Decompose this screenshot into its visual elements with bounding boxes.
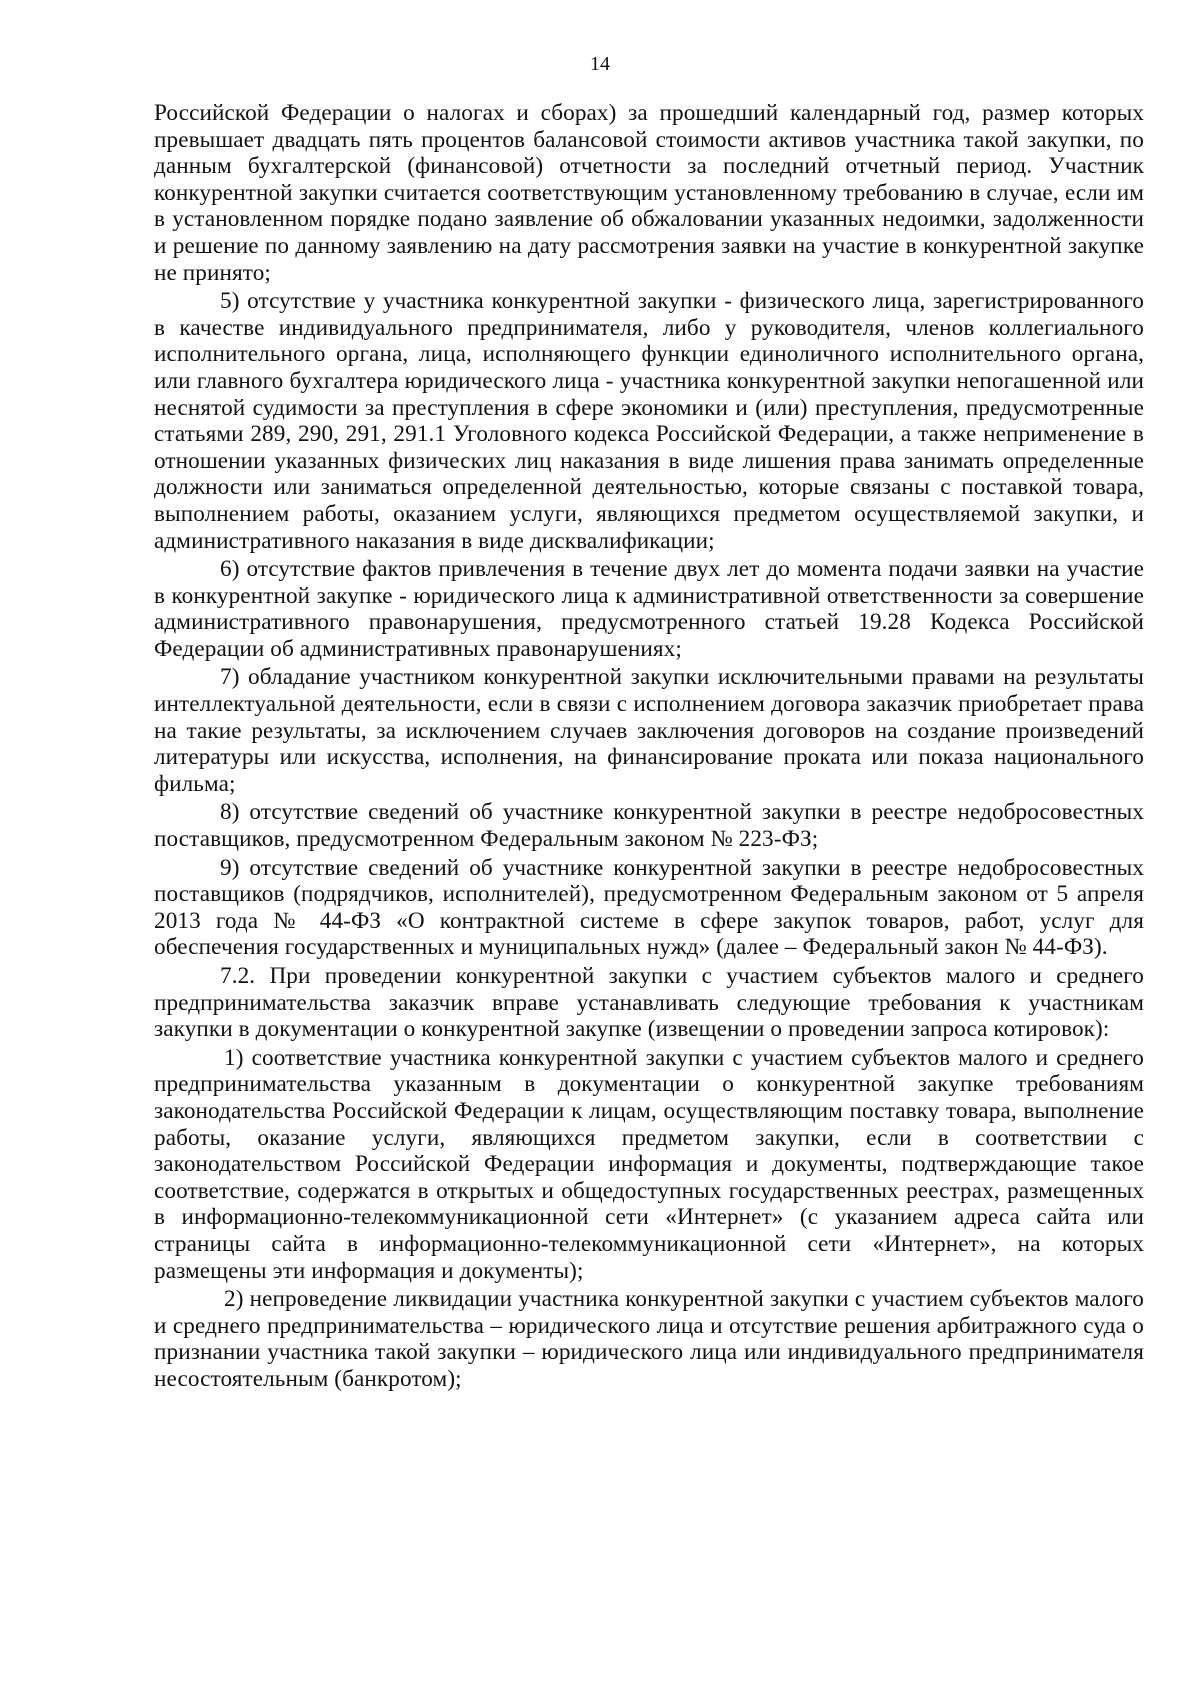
list-item-5: 5) отсутствие у участника конкурентной закупки - физического лица, зарегистрированного в качестве индивидуального предпринимателя, либо у руководителя, членов коллегиального исполнительного органа, лица, исполняющего функции единоличного исполнительного органа, или главного бухгалтера юридического лица - участника конкурентной закупки непогашенной или неснятой судимости за преступления в сфере экономики и (или) преступления, предусмотренные статьями 289, 290, 291, 291.1 Уголовного кодекса Российской Федерации, а также неприменение в отношении указанных физических лиц наказания в виде лишения права занимать определенные должности или заниматься определенной деятельностью, которые связаны с поставкой товара, выполнением работы, оказанием услуги, являющихся предметом осуществляемой закупки, и административного наказания в виде дисквалификации; bbox=[154, 288, 1144, 554]
list-item-6: 6) отсутствие фактов привлечения в течение двух лет до момента подачи заявки на участие в конкурентной закупке - юридического лица к административной ответственности за совершение административного правонарушения, предусмотренного статьей 19.28 Кодекса Российской Федерации об административных правонарушениях; bbox=[154, 556, 1144, 662]
list-item-8: 8) отсутствие сведений об участнике конкурентной закупки в реестре недобросовестных поставщиков, предусмотренном Федеральным законом № 223-ФЗ; bbox=[154, 799, 1144, 853]
sub-item-2: 2) непроведение ликвидации участника конкурентной закупки с участием субъектов малого и среднего предпринимательства – юридического лица и отсутствие решения арбитражного суда о признании участника такой закупки – юридического лица или индивидуального предпринимателя несостоятельным (банкротом); bbox=[154, 1286, 1144, 1392]
list-item-7: 7) обладание участником конкурентной закупки исключительными правами на результаты интеллектуальной деятельности, если в связи с исполнением договора заказчик приобретает права на такие результаты, за исключением случаев заключения договоров на создание произведений литературы или искусства, исполнения, на финансирование проката или показа национального фильма; bbox=[154, 664, 1144, 797]
page-number: 14 bbox=[590, 53, 610, 75]
list-item-9: 9) отсутствие сведений об участнике конкурентной закупки в реестре недобросовестных поставщиков (подрядчиков, исполнителей), предусмотренном Федеральным законом от 5 апреля 2013 года № 44-ФЗ «О контрактной системе в сфере закупок товаров, работ, услуг для обеспечения государственных и муниципальных нужд» (далее – Федеральный закон № 44-ФЗ). bbox=[154, 854, 1144, 961]
paragraph-continuation: Российской Федерации о налогах и сборах) за прошедший календарный год, размер которых превышает двадцать пять процентов балансовой стоимости активов участника такой закупки, по данным бухгалтерской (финансовой) отчетности за последний отчетный период. Участник конкурентной закупки считается соответствующим установленному требованию в случае, если им в установленном порядке подано заявление об обжаловании указанных недоимки, задолженности и решение по данному заявлению на дату рассмотрения заявки на участие в конкурентной закупке не принято; bbox=[154, 100, 1144, 286]
section-7-2: 7.2. При проведении конкурентной закупки с участием субъектов малого и среднего предпринимательства заказчик вправе устанавливать следующие требования к участникам закупки в документации о конкурентной закупке (извещении о проведении запроса котировок): bbox=[154, 963, 1144, 1043]
document-body bbox=[154, 100, 1144, 1393]
sub-item-1: 1) соответствие участника конкурентной закупки с участием субъектов малого и среднего предпринимательства указанным в документации о конкурентной закупке требованиям законодательства Российской Федерации к лицам, осуществляющим поставку товара, выполнение работы, оказание услуги, являющихся предметом закупки, если в соответствии с законодательством Российской Федерации информация и документы, подтверждающие такое соответствие, содержатся в открытых и общедоступных государственных реестрах, размещенных в информационно-телекоммуникационной сети «Интернет» (с указанием адреса сайта или страницы сайта в информационно-телекоммуникационной сети «Интернет», на которых размещены эти информация и документы); bbox=[154, 1044, 1144, 1284]
